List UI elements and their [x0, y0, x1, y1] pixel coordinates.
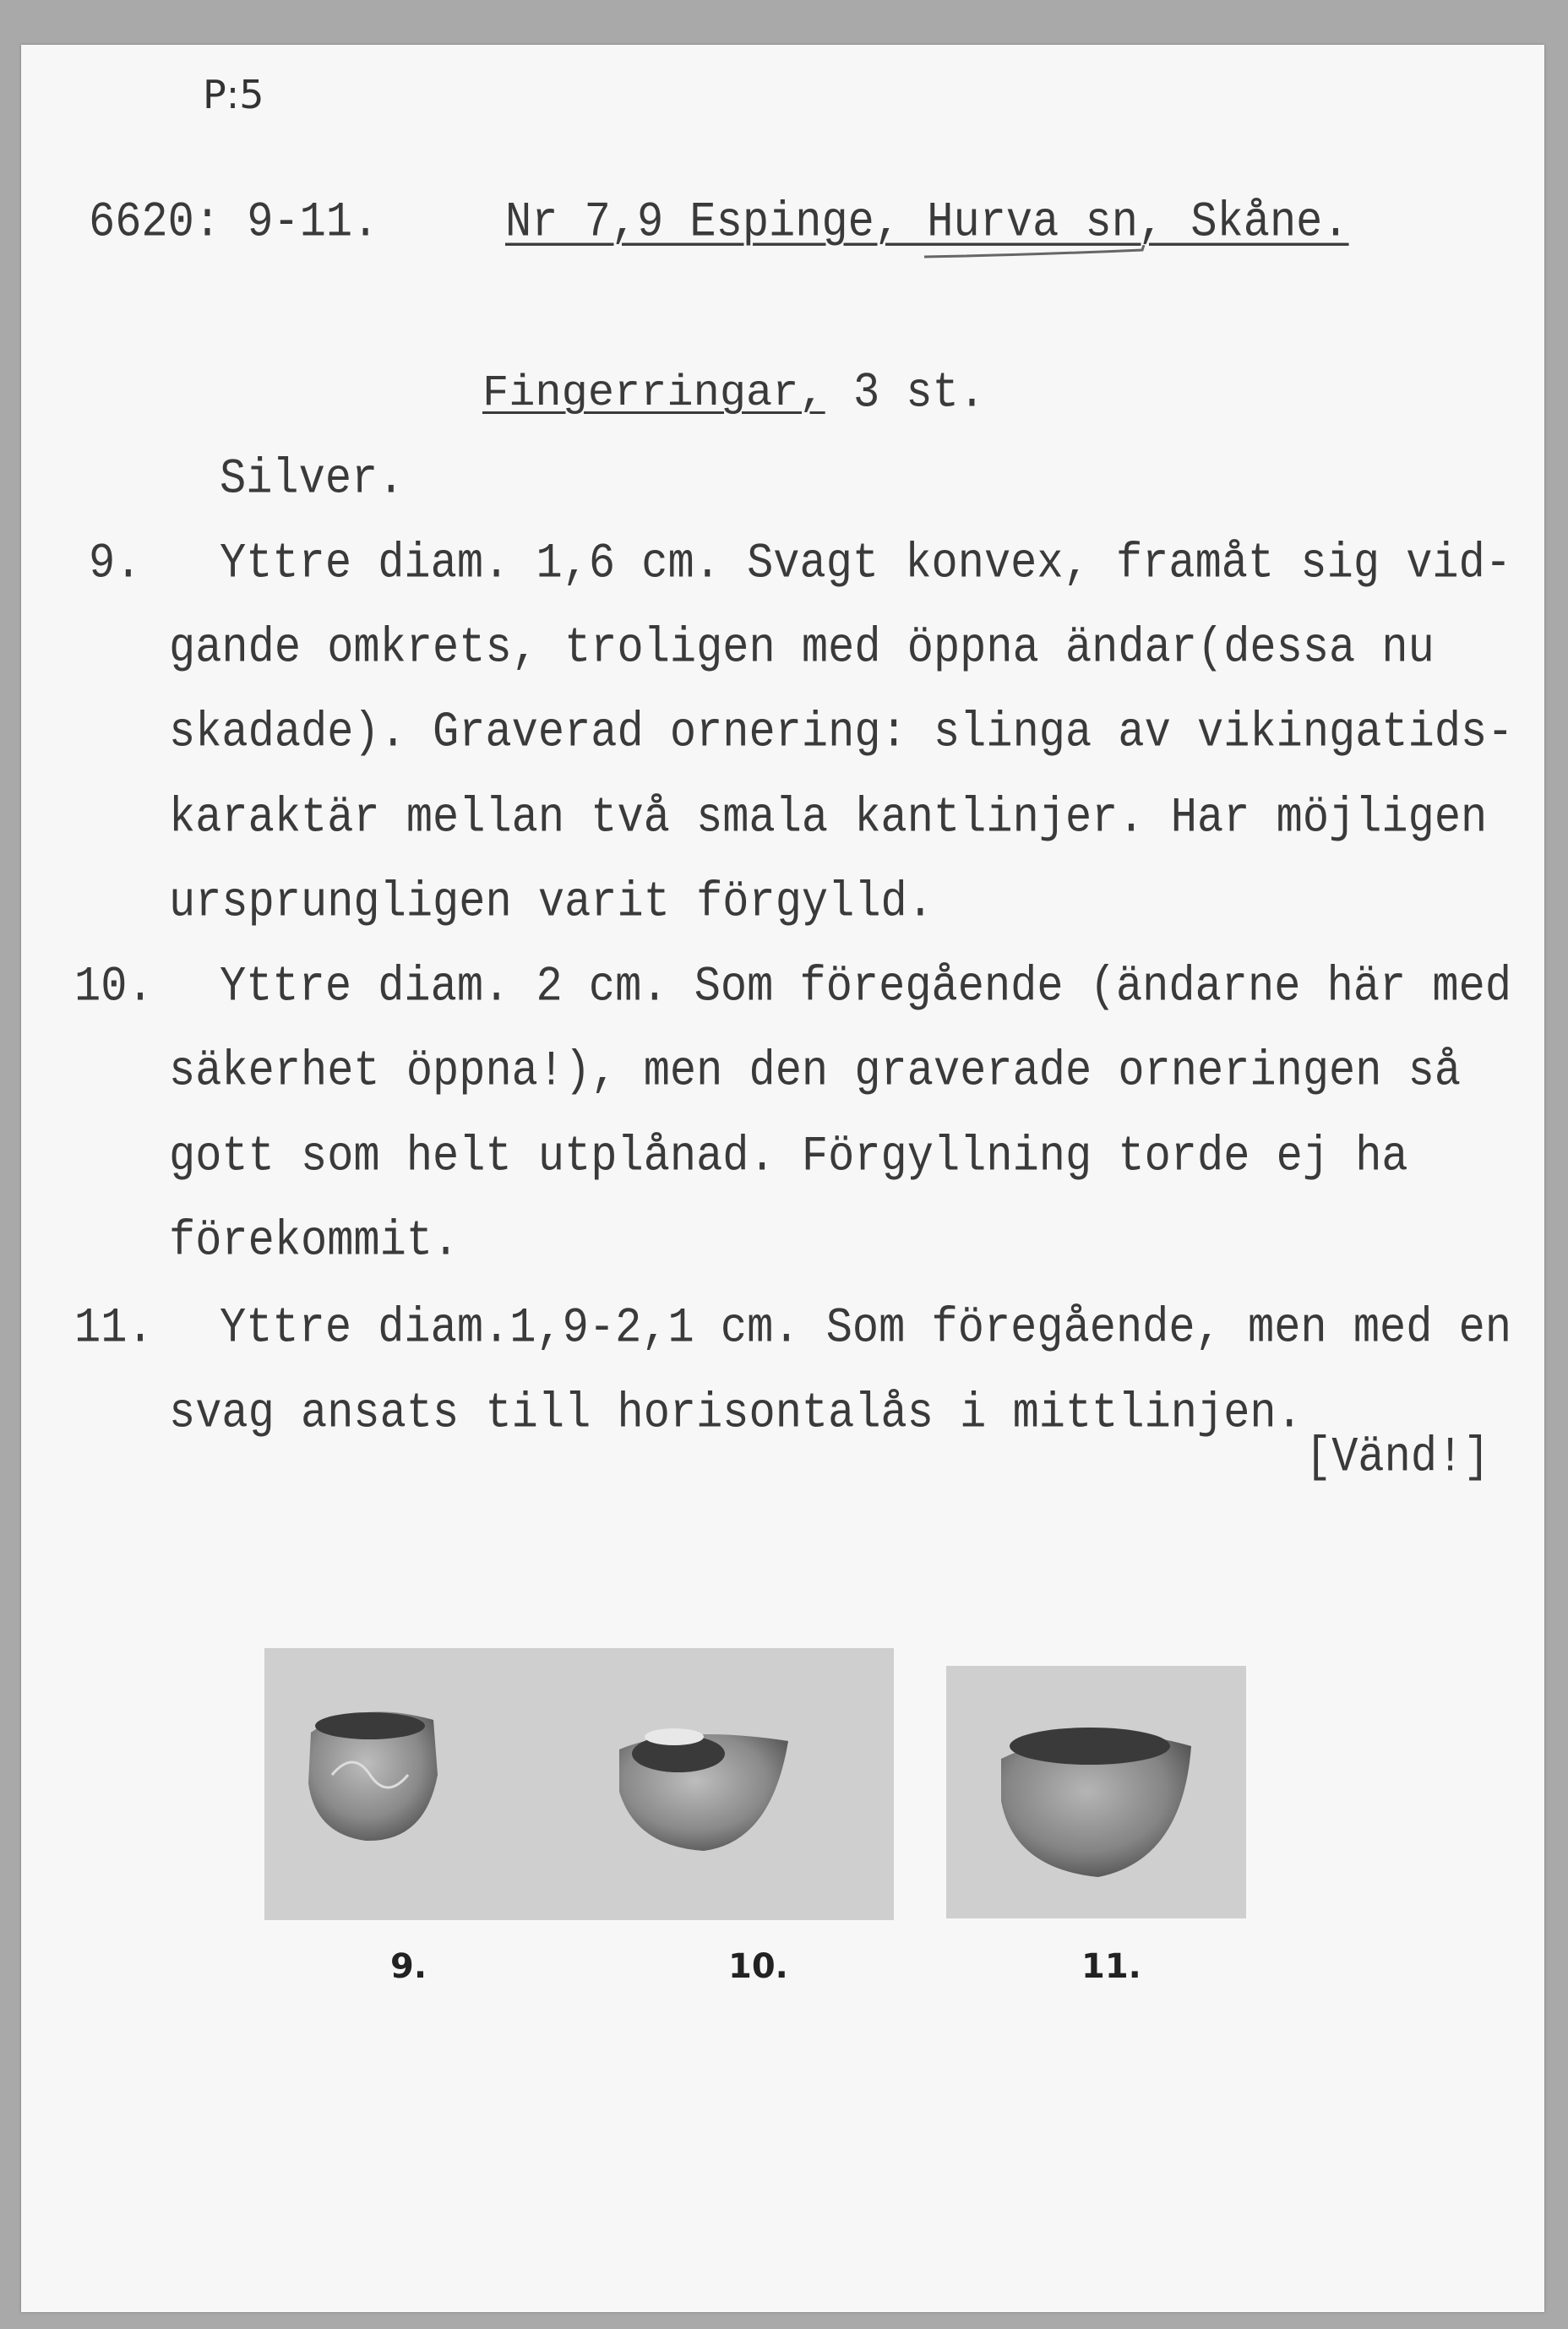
turn-over-note: [Vänd!]	[1305, 1429, 1490, 1486]
material: Silver.	[220, 451, 405, 508]
find-location: Nr 7,9 Espinge, Hurva sn, Skåne.	[505, 194, 1349, 251]
ring-10	[619, 1728, 788, 1851]
entry-line: gott som helt utplånad. Förgyllning torde ej ha	[169, 1129, 1408, 1185]
entry-line: ursprungligen varit förgylld.	[169, 874, 934, 931]
entry-line: Yttre diam. 1,6 cm. Svagt konvex, framåt sig vid-	[220, 536, 1512, 592]
ring-images	[264, 1648, 894, 1920]
entry-line: Yttre diam. 2 cm. Som föregående (ändarne här med	[220, 959, 1512, 1015]
entry-number: 10.	[74, 959, 154, 1015]
object-name: Fingerringar,	[482, 368, 825, 418]
ring-9	[308, 1711, 438, 1841]
entry-line: svag ansats till horisontalås i mittlinjen.	[169, 1385, 1303, 1442]
entry-line: förekommit.	[169, 1213, 460, 1270]
ring-photo-11	[946, 1666, 1246, 1918]
pencil-underline	[921, 245, 1157, 262]
shelf-mark: P:5	[203, 72, 264, 117]
entry-line: säkerhet öppna!), men den graverade orneringen så	[169, 1043, 1462, 1100]
entry-line: karaktär mellan två smala kantlinjer. Har möjligen	[169, 790, 1488, 846]
inventory-number: 6620: 9-11.	[89, 194, 379, 251]
photo-label: 11.	[1081, 1947, 1141, 1986]
ring-photo-9-10	[264, 1648, 894, 1920]
photo-label: 9.	[390, 1947, 427, 1986]
ring-image	[946, 1666, 1246, 1918]
entry-number: 9.	[89, 536, 142, 592]
object-title	[482, 368, 825, 419]
object-count: 3 st.	[853, 365, 986, 422]
entry-line: skadade). Graverad ornering: slinga av vikingatids-	[169, 705, 1514, 761]
entry-line: Yttre diam.1,9-2,1 cm. Som föregående, men med en	[220, 1300, 1512, 1357]
photo-label: 10.	[728, 1947, 788, 1986]
entry-number: 11.	[74, 1300, 154, 1357]
entry-line: gande omkrets, troligen med öppna ändar(dessa nu	[169, 620, 1435, 677]
ring-11	[1001, 1728, 1191, 1877]
